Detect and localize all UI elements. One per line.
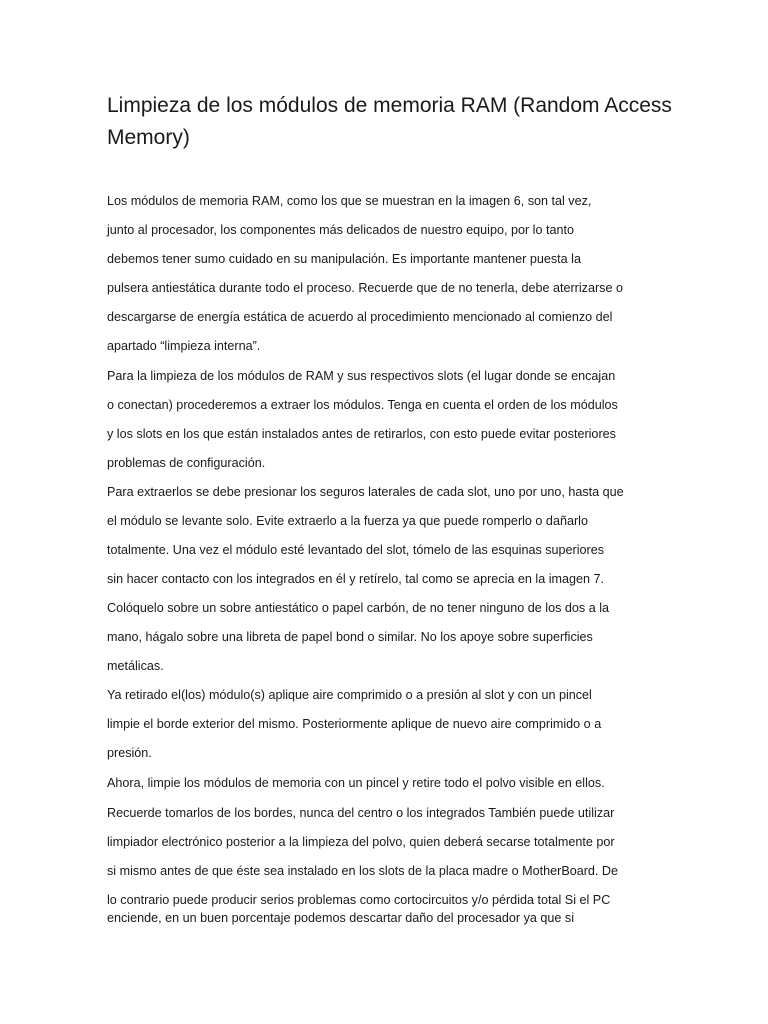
body-line: junto al procesador, los componentes más delicados de nuestro equipo, por lo tanto bbox=[107, 223, 574, 237]
body-line: si mismo antes de que éste sea instalado en los slots de la placa madre o MotherBoard. De bbox=[107, 864, 619, 878]
body-line: problemas de configuración. bbox=[107, 456, 266, 470]
body-line: Los módulos de memoria RAM, como los que se muestran en la imagen 6, son tal vez, bbox=[107, 194, 592, 208]
body-line: limpiador electrónico posterior a la limpieza del polvo, quien deberá secarse totalmente por bbox=[107, 835, 615, 849]
body-line: el módulo se levante solo. Evite extraerlo a la fuerza ya que puede romperlo o dañarlo bbox=[107, 514, 588, 528]
body-line: o conectan) procederemos a extraer los módulos. Tenga en cuenta el orden de los módulos bbox=[107, 398, 618, 412]
body-line: debemos tener sumo cuidado en su manipulación. Es importante mantener puesta la bbox=[107, 252, 581, 266]
body-line: Recuerde tomarlos de los bordes, nunca del centro o los integrados También puede utilizar bbox=[107, 806, 615, 820]
body-line: presión. bbox=[107, 746, 152, 760]
body-line: Ahora, limpie los módulos de memoria con un pincel y retire todo el polvo visible en ellos. bbox=[107, 776, 605, 790]
body-line: apartado “limpieza interna”. bbox=[107, 339, 261, 353]
document-title: Limpieza de los módulos de memoria RAM (Random Access Memory) bbox=[107, 94, 672, 149]
body-line: lo contrario puede producir serios problemas como cortocircuitos y/o pérdida total Si el PC bbox=[107, 893, 611, 907]
body-line: limpie el borde exterior del mismo. Posteriormente aplique de nuevo aire comprimido o a bbox=[107, 717, 602, 731]
body-line: metálicas. bbox=[107, 659, 164, 673]
body-line: Colóquelo sobre un sobre antiestático o papel carbón, de no tener ninguno de los dos a la bbox=[107, 601, 610, 615]
body-line: enciende, en un buen porcentaje podemos descartar daño del procesador ya que si bbox=[107, 911, 574, 925]
body-line: Ya retirado el(los) módulo(s) aplique aire comprimido o a presión al slot y con un pincel bbox=[107, 688, 592, 702]
body-line: mano, hágalo sobre una libreta de papel bond o similar. No los apoye sobre superficies bbox=[107, 630, 593, 644]
body-line: pulsera antiestática durante todo el proceso. Recuerde que de no tenerla, debe aterrizarse o bbox=[107, 281, 623, 295]
body-line: sin hacer contacto con los integrados en él y retírelo, tal como se aprecia en la imagen 7. bbox=[107, 572, 605, 586]
body-line: totalmente. Una vez el módulo esté levantado del slot, tómelo de las esquinas superiores bbox=[107, 543, 605, 557]
body-line: Para la limpieza de los módulos de RAM y sus respectivos slots (el lugar donde se encajan bbox=[107, 369, 616, 383]
body-line: Para extraerlos se debe presionar los seguros laterales de cada slot, uno por uno, hasta que bbox=[107, 485, 624, 499]
body-line: descargarse de energía estática de acuerdo al procedimiento mencionado al comienzo del bbox=[107, 310, 613, 324]
body-line: y los slots en los que están instalados antes de retirarlos, con esto puede evitar posteriores bbox=[107, 427, 616, 441]
